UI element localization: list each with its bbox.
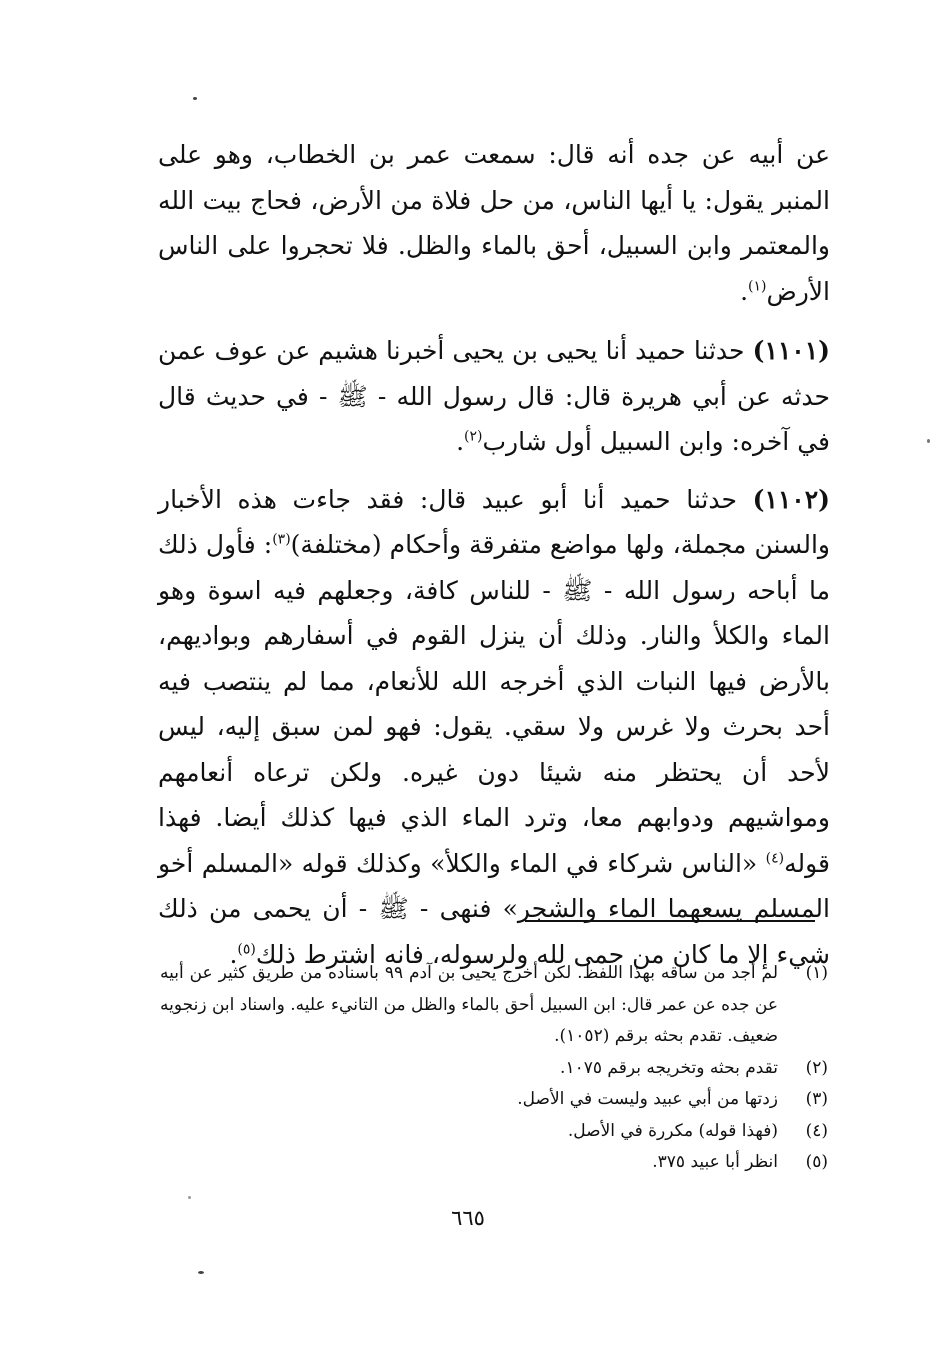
footnote-number: (١) xyxy=(805,963,828,983)
hadith-1102-text-b: : فأول ذلك ما أباحه رسول الله - ﷺ - للناس كافة، وجعلهم فيه اسوة وهو الماء والكلأ والنار. وذلك أن ينزل القوم في أسفارهم وبواديهم، بالأرض فيها النبات الذي أخرجه الله للأنعام، مما لم ينتصب فيه أحد بحرث ولا غرس ولا سقي. يقول: فهو لمن سبق إليه، ليس لأحد أن يحتظر منه شيئا دون غيره. ولكن ترعاه أنعامهم ومواشيهم ودوابهم معا، وترد الماء الذي فيها كذلك أيضا. فهذا قوله xyxy=(158,530,830,878)
scan-speck xyxy=(188,1196,191,1199)
footnote-1 xyxy=(160,958,828,1053)
paragraph-hadith-1101 xyxy=(158,328,830,465)
footnotes xyxy=(160,958,828,1179)
footnote-ref-1: (١) xyxy=(748,278,767,295)
hadith-1101-end: . xyxy=(456,427,465,456)
footnote-text: (فهذا قوله) مكررة في الأصل. xyxy=(567,1120,778,1141)
hadith-number-1102: (١١٠٢) xyxy=(752,484,830,514)
footnote-ref-4: (٤) xyxy=(765,850,785,867)
footnote-number: (٣) xyxy=(805,1089,828,1109)
hadith-1102-text-c: «الناس شركاء في الماء والكلأ» وكذلك قوله «المسلم أخو المسلم يسعهما الماء والشجر» فنهى - ﷺ - أن يحمى من ذلك شيء إلا ما كان من حمى لله ولرسوله، فانه اشترط ذلك xyxy=(158,848,830,969)
paragraph-1-end: . xyxy=(740,276,749,306)
paragraph-1-text: عن أبيه عن جده أنه قال: سمعت عمر بن الخطاب، وهو على المنبر يقول: يا أيها الناس، من حل فلاة من الأرض، فحاج بيت الله والمعتمر وابن السبيل، أحق بالماء والظل. فلا تحجروا على الناس الأرض xyxy=(158,140,830,306)
paragraph-hadith-1102 xyxy=(158,477,830,978)
footnote-separator xyxy=(525,920,815,922)
footnote-2 xyxy=(160,1053,828,1085)
footnote-ref-3: (٣) xyxy=(272,531,291,548)
footnote-number: (٥) xyxy=(805,1152,828,1172)
hadith-1101-text: حدثنا حميد أنا يحيى بن يحيى أخبرنا هشيم عن عوف عمن حدثه عن أبي هريرة قال: قال رسول الله - ﷺ - في حديث قال في آخره: وابن السبيل أول شارب xyxy=(158,336,830,456)
scan-speck xyxy=(193,97,197,100)
footnote-ref-5: (٥) xyxy=(237,941,256,958)
scan-speck xyxy=(927,439,930,443)
footnote-text: لم أجد من ساقه بهذا اللفظ. لكن أخرج يحيى بن آدم ٩٩ باسناده من طريق كثير عن أبيه عن جده عن عمر قال: ابن السبيل أحق بالماء والظل من التانيء عليه. واسناد ابن زنجويه ضعيف. تقدم بحثه برقم (١٠٥٢). xyxy=(160,963,779,1046)
footnote-4 xyxy=(160,1116,828,1148)
scan-speck xyxy=(198,1271,204,1274)
footnote-text: انظر أبا عبيد ٣٧٥. xyxy=(652,1152,778,1172)
footnote-text: زدتها من أبي عبيد وليست في الأصل. xyxy=(517,1089,778,1109)
footnote-number: (٢) xyxy=(805,1057,828,1078)
main-text xyxy=(158,132,830,989)
paragraph-1 xyxy=(158,132,830,314)
footnote-number: (٤) xyxy=(805,1120,828,1141)
hadith-number-1101: (١١٠١) xyxy=(752,336,830,365)
page-number: ٦٦٥ xyxy=(451,1206,485,1230)
footnote-text: تقدم بحثه وتخريجه برقم ١٠٧٥. xyxy=(560,1057,778,1078)
footnote-3 xyxy=(160,1084,828,1116)
footnote-ref-2: (٢) xyxy=(464,428,483,445)
hadith-1102-end: . xyxy=(229,939,238,969)
footnote-5 xyxy=(160,1147,828,1179)
hadith-1102-text-a: حدثنا حميد أنا أبو عبيد قال: فقد جاءت هذه الأخبار والسنن مجملة، ولها مواضع متفرقة وأحكام (مختلفة) xyxy=(158,484,830,559)
